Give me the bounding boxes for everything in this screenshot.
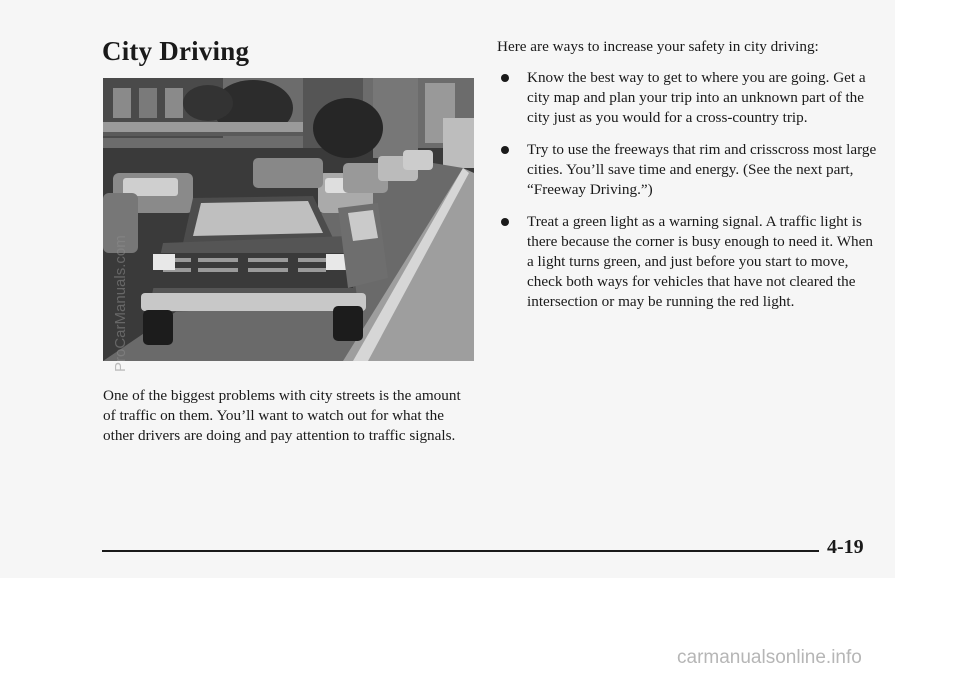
city-traffic-illustration [103,78,474,361]
list-item [497,212,877,312]
page-number: 4-19 [827,536,864,558]
bullet-icon [501,146,509,154]
safety-intro: Here are ways to increase your safety in city driving: [497,38,819,55]
bullet-icon [501,74,509,82]
list-item-text: Try to use the freeways that rim and crisscross most large cities. You’ll save time and energy. (See the next part, “Freeway Driving.”) [527,141,877,198]
list-item-text: Treat a green light as a warning signal. A traffic light is there because the corner is busy enough to need it. When a light turns green, and just before you start to move, check both ways for vehicles that have not cleared the intersection or may be running the red light. [527,213,873,310]
footer-rule [102,550,819,552]
page-title: City Driving [102,36,250,66]
side-watermark: ProCarManuals.com [112,235,129,372]
list-item [497,68,877,128]
traffic-drawing [103,78,474,361]
list-item-text: Know the best way to get to where you are going. Get a city map and plan your trip into an unknown part of the city just as you would for a cross-country trip. [527,69,866,126]
bullet-icon [501,218,509,226]
site-watermark: carmanualsonline.info [677,647,862,668]
list-item [497,140,877,200]
traffic-paragraph: One of the biggest problems with city streets is the amount of traffic on them. You’ll want to watch out for what the other drivers are doing and pay attention to traffic signals. [103,387,461,444]
safety-tips-list [497,68,877,324]
